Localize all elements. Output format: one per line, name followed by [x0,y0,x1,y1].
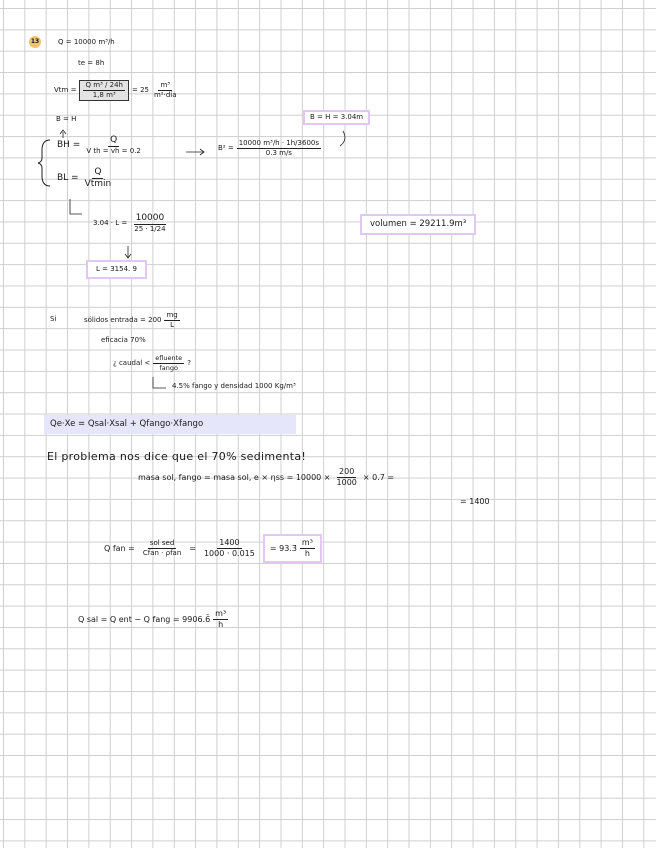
qfan-den2: 1000 · 0.015 [203,549,255,558]
vtm-units-den: m²·día [153,91,177,99]
qsal-unit-num: m³ [215,609,227,618]
bl-label: BL = [57,173,79,183]
solids-inlet [84,312,180,329]
b2-den: 0.3 m/s [265,149,292,157]
vtm-num2: 24h [109,81,123,89]
qsal-text: Q sal = Q ent − Q fang = 9906.6̄ [78,614,211,624]
sludge-density: 4.5% fango y densidad 1000 Kg/m³ [172,382,296,390]
vtm-result: = 25 [131,86,149,94]
qfan-label: Q fan = [104,543,135,553]
solids-inlet-unit-den: L [170,321,175,329]
boxed-length-result: L = 3154. 9 [86,260,147,279]
problem-statement: El problema nos dice que el 70% sedimenta! [47,450,307,463]
mass-line-text: masa sol, fango = masa sol, e × ηss = 10000 × [138,472,331,482]
l-eq-num: 10000 [135,213,165,223]
qfan-den: Cfan · ρfan [142,549,182,557]
l-eq-den: 25 · 1/24 [134,225,166,233]
flow-question [113,355,191,371]
bh-num: Q [110,135,118,145]
vtm-label: Vtm = [54,86,77,94]
qsal-formula [78,610,228,629]
retention-time: te = 8h [78,59,105,67]
boxed-bh-result: B = H = 3.04m [303,110,370,125]
qfan-formula [104,534,322,563]
qfan-unit-den: h [304,549,310,558]
mass-result: = 1400 [460,497,490,506]
mass-tail: × 0.7 = [362,472,395,482]
l-equation [93,214,168,233]
si-label: Si [50,315,57,323]
l-eq-left: 3.04 · L = [93,219,128,227]
boxed-volume: volumen = 29211.9m³ [360,214,476,235]
qfan-num2: 1400 [219,538,240,547]
bl-num: Q [94,167,102,177]
b2-label: B² = [218,144,234,152]
qfan-num: sol sed [149,539,175,547]
vtm-boxed-fraction: $\frac{\text{Q m³ / 24h}}{\text{1,8 m³}}$ [79,80,129,101]
bl-den: Vtmin [84,179,112,189]
solids-inlet-unit-num: mg [166,311,178,319]
bh-den: V th = vh = 0.2 [86,147,141,155]
flow-question-top: efluente [155,354,183,362]
flow-question-prefix: ¿ caudal < [113,358,151,367]
vtm-num: Q m³ [85,81,103,89]
qsal-unit-den: h [218,620,224,629]
flow-question-bottom: fango [159,363,178,372]
mass-line [138,468,394,487]
b-equals-h: B = H [56,115,77,123]
vtm-units-num: m³ [160,81,171,89]
mass-den: 1000 [336,478,357,487]
qfan-unit-num: m³ [301,538,313,547]
flow-rate: Q = 10000 m³/h [58,38,115,46]
bh-formula [57,136,143,155]
qfan-eq: = [189,543,196,553]
mass-balance-equation: Qe·Xe = Qsal·Xsal + Qfango·Xfango [44,415,296,434]
bh-label: BH = [57,140,81,150]
solids-inlet-text: sólidos entrada = 200 [84,316,162,324]
b-squared-formula [218,140,321,157]
bl-formula [57,168,113,189]
qfan-result: = 93.3̄ [269,543,297,553]
problem-number-badge: 13 [29,36,41,48]
flow-question-suffix: ? [187,358,191,367]
efficiency: eficacia 70% [101,336,146,344]
mass-num: 200 [339,467,355,476]
vtm-den: 1,8 m³ [92,91,116,99]
boxed-qfan-result [263,534,322,563]
b2-num: 10000 m³/h · 1h/3600s [238,139,320,147]
